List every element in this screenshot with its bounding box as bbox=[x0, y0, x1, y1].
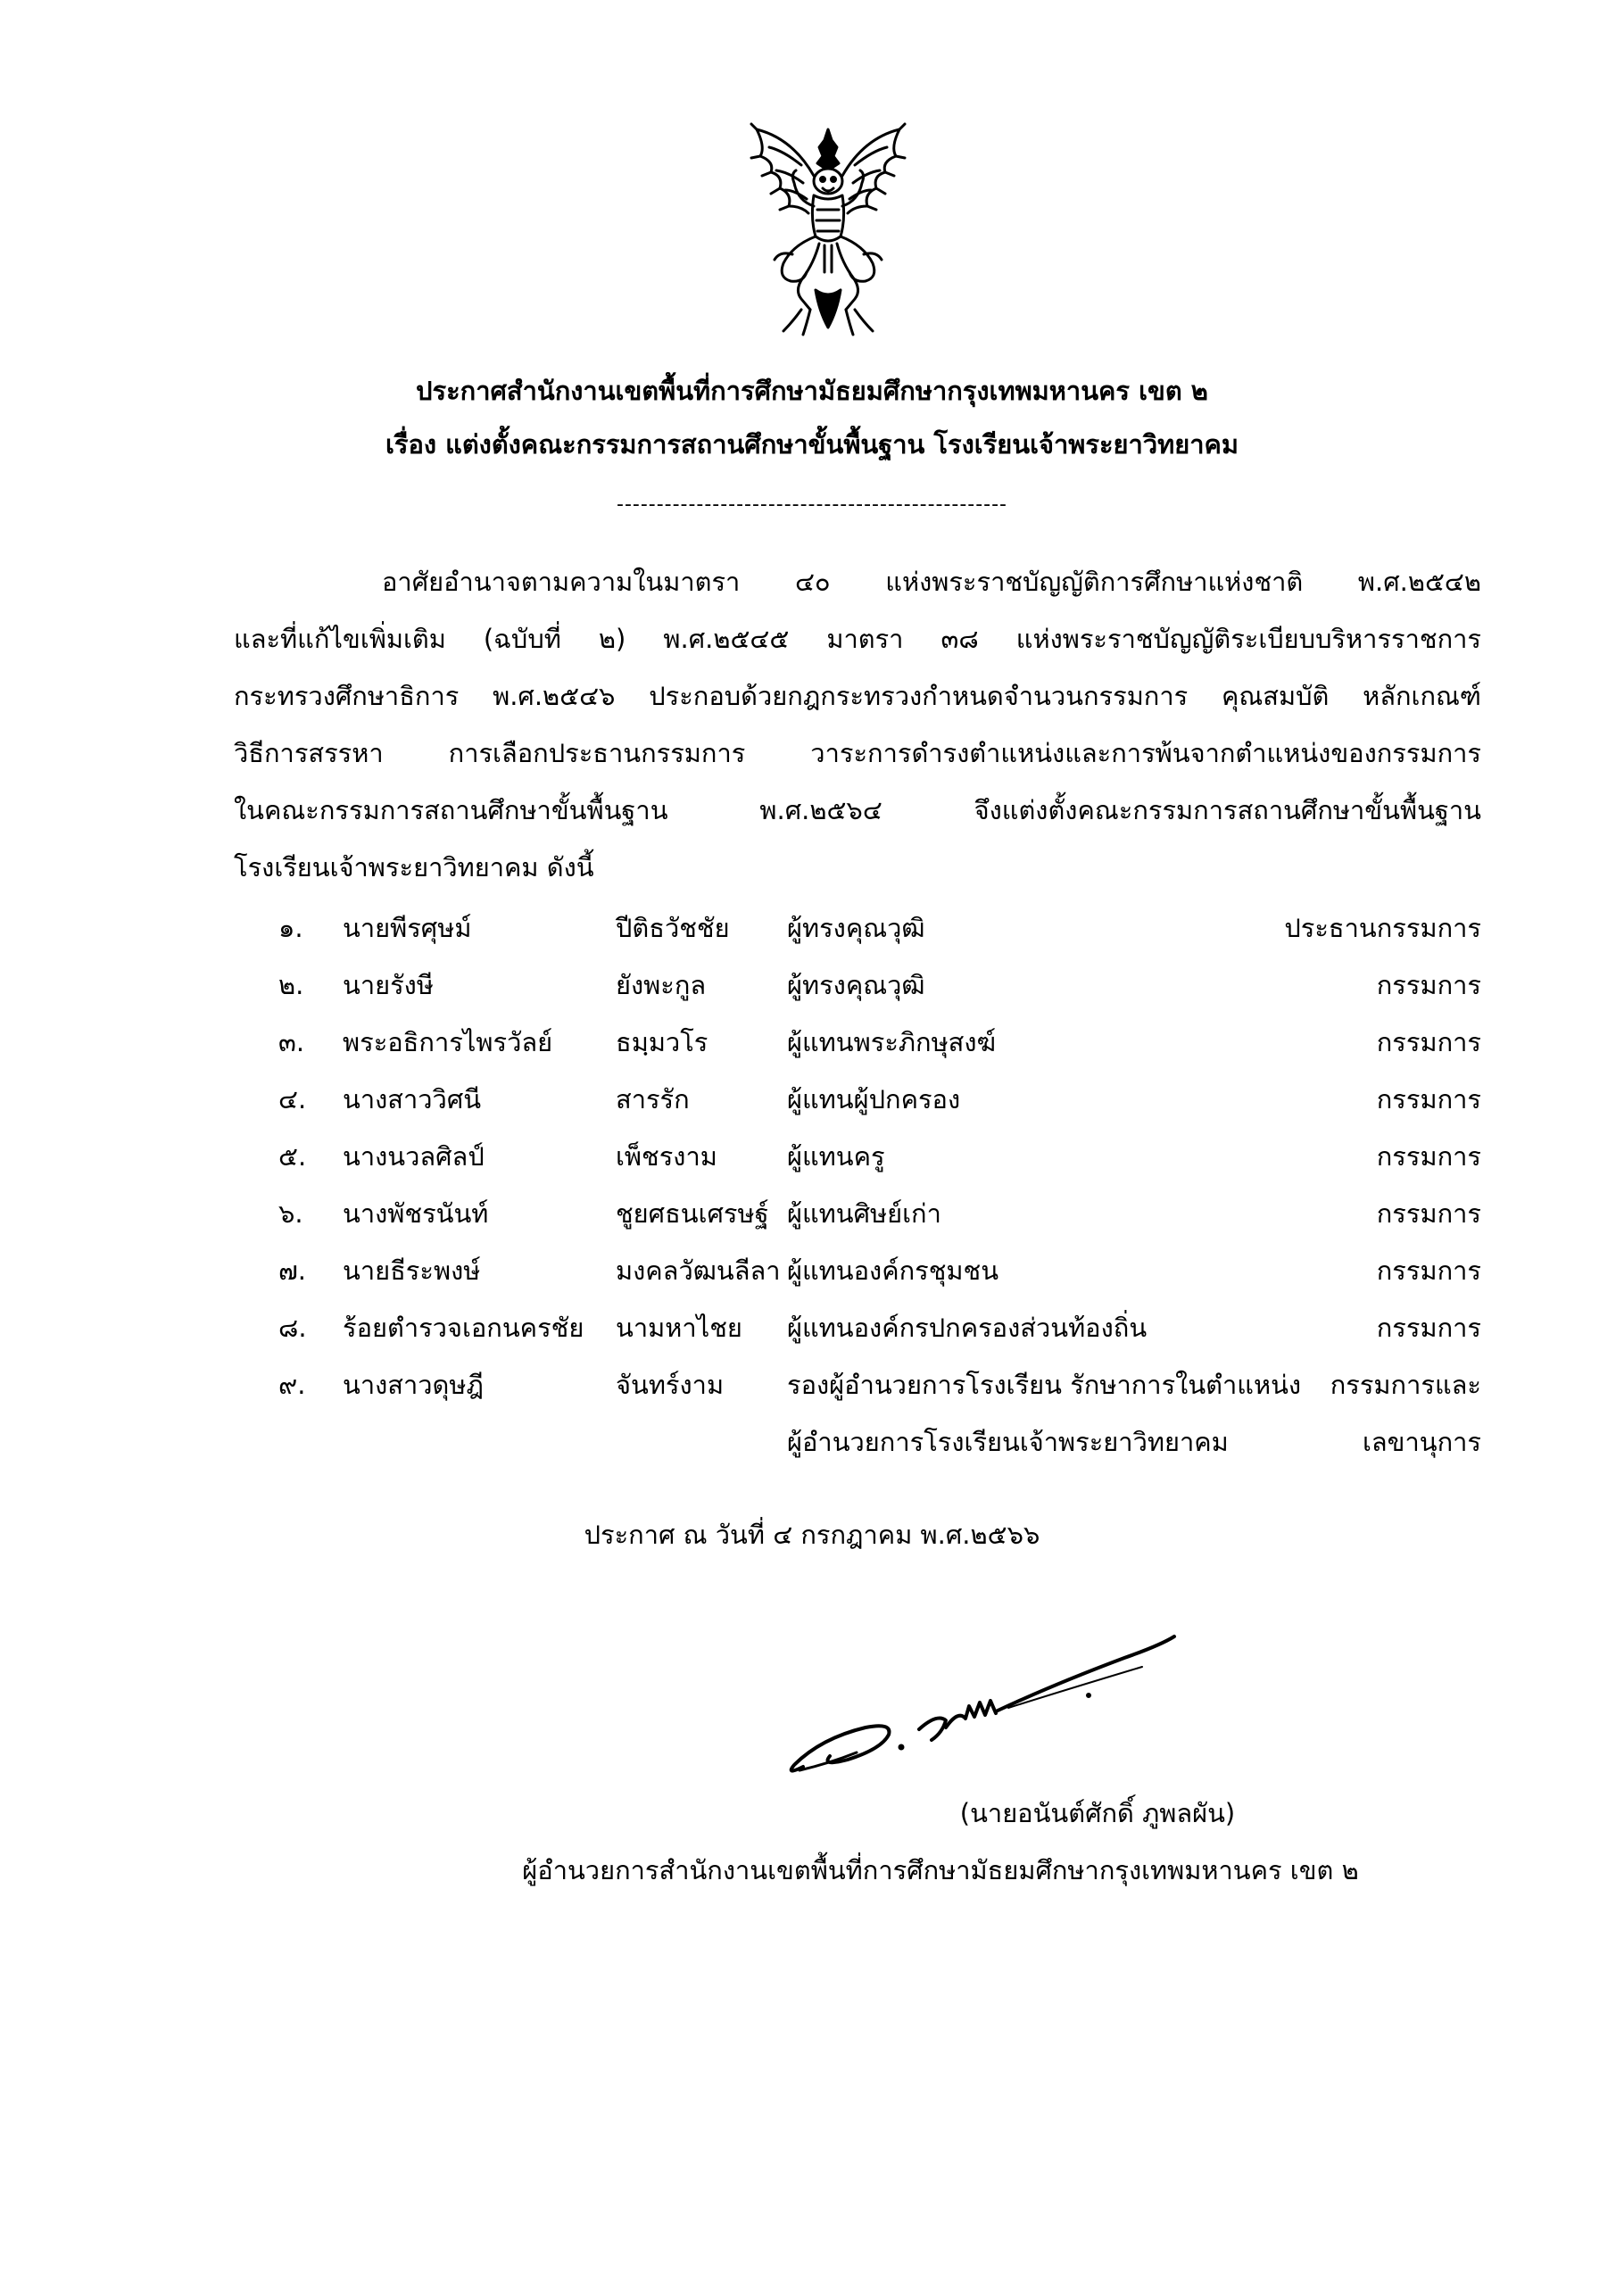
member-first-name: นายรังษี bbox=[343, 970, 434, 1000]
member-first-name: พระอธิการไพรวัลย์ bbox=[343, 1027, 553, 1057]
member-last-name: ชูยศธนเศรษฐ์ bbox=[616, 1198, 769, 1229]
body-line: ในคณะกรรมการสถานศึกษาขั้นพื้นฐาน พ.ศ.๒๕๖๔ จึงแต่งตั้งคณะกรรมการสถานศึกษาขั้นพื้นฐาน bbox=[234, 795, 1481, 825]
committee-member-list bbox=[234, 895, 1481, 1466]
member-row bbox=[234, 1009, 1481, 1066]
member-position: กรรมการ bbox=[1376, 1084, 1481, 1114]
member-last-name: ยังพะกูล bbox=[616, 970, 707, 1000]
member-row bbox=[234, 1238, 1481, 1295]
member-number: ๗. bbox=[278, 1255, 307, 1286]
signer-name: (นายอนันต์ศักดิ์ ภูพลผัน) bbox=[959, 1798, 1236, 1828]
member-number: ๔. bbox=[278, 1084, 307, 1114]
divider-line: ------------------------------------------------- bbox=[617, 493, 1007, 516]
member-row bbox=[234, 1295, 1481, 1352]
member-role-continuation: ผู้อำนวยการโรงเรียนเจ้าพระยาวิทยาคม bbox=[787, 1427, 1229, 1457]
member-row bbox=[234, 1123, 1481, 1181]
member-first-name: นางสาววิศนี bbox=[343, 1084, 482, 1114]
member-position: กรรมการ bbox=[1376, 970, 1481, 1000]
member-last-name: สารรัก bbox=[616, 1084, 690, 1114]
member-role: ผู้ทรงคุณวุฒิ bbox=[787, 970, 925, 1000]
handwritten-signature bbox=[767, 1613, 1187, 1792]
member-position-continuation: เลขานุการ bbox=[1362, 1427, 1481, 1457]
member-row bbox=[234, 1066, 1481, 1123]
member-position: กรรมการ bbox=[1376, 1198, 1481, 1229]
member-position: ประธานกรรมการ bbox=[1284, 913, 1481, 943]
member-first-name: นางนวลศิลป์ bbox=[343, 1141, 485, 1172]
body-line: วิธีการสรรหา การเลือกประธานกรรมการ วาระการดำรงตำแหน่งและการพ้นจากตำแหน่งของกรรมการ bbox=[234, 738, 1481, 768]
body-line: อาศัยอำนาจตามความในมาตรา ๔๐ แห่งพระราชบัญญัติการศึกษาแห่งชาติ พ.ศ.๒๕๔๒ bbox=[382, 567, 1481, 597]
member-last-name: ธมฺมวโร bbox=[616, 1027, 708, 1057]
member-last-name: มงคลวัฒนลีลา bbox=[616, 1255, 781, 1286]
member-first-name: นายธีระพงษ์ bbox=[343, 1255, 481, 1286]
member-role: ผู้ทรงคุณวุฒิ bbox=[787, 913, 925, 943]
member-row bbox=[234, 952, 1481, 1009]
member-role: รองผู้อำนวยการโรงเรียน รักษาการในตำแหน่ง bbox=[787, 1370, 1302, 1400]
signer-title: ผู้อำนวยการสำนักงานเขตพื้นที่การศึกษามัธยมศึกษากรุงเทพมหานคร เขต ๒ bbox=[522, 1855, 1359, 1885]
member-role: ผู้แทนผู้ปกครอง bbox=[787, 1084, 961, 1114]
member-role: ผู้แทนพระภิกษุสงฆ์ bbox=[787, 1027, 997, 1057]
member-row bbox=[234, 1352, 1481, 1409]
member-number: ๖. bbox=[278, 1198, 303, 1229]
announcement-subject-title: เรื่อง แต่งตั้งคณะกรรมการสถานศึกษาขั้นพื้นฐาน โรงเรียนเจ้าพระยาวิทยาคม bbox=[385, 429, 1239, 460]
member-position: กรรมการและ bbox=[1330, 1370, 1481, 1400]
member-last-name: นามหาไชย bbox=[616, 1313, 742, 1343]
member-position: กรรมการ bbox=[1376, 1027, 1481, 1057]
member-position: กรรมการ bbox=[1376, 1313, 1481, 1343]
member-role: ผู้แทนองค์กรปกครองส่วนท้องถิ่น bbox=[787, 1313, 1148, 1343]
member-number: ๓. bbox=[278, 1027, 305, 1057]
announcement-issuer-title: ประกาศสำนักงานเขตพื้นที่การศึกษามัธยมศึกษากรุงเทพมหานคร เขต ๒ bbox=[416, 376, 1208, 406]
member-number: ๘. bbox=[278, 1313, 307, 1343]
member-last-name: จันทร์งาม bbox=[616, 1370, 725, 1400]
member-row-continuation bbox=[234, 1409, 1481, 1466]
member-role: ผู้แทนศิษย์เก่า bbox=[787, 1198, 941, 1229]
member-row bbox=[234, 1181, 1481, 1238]
member-number: ๒. bbox=[278, 970, 304, 1000]
member-number: ๑. bbox=[278, 913, 303, 943]
member-first-name: นางสาวดุษฎี bbox=[343, 1370, 484, 1400]
member-last-name: ปีติธวัชชัย bbox=[616, 913, 730, 943]
member-row bbox=[234, 895, 1481, 952]
body-line: โรงเรียนเจ้าพระยาวิทยาคม ดังนี้ bbox=[234, 852, 594, 882]
member-role: ผู้แทนครู bbox=[787, 1141, 885, 1172]
body-line: กระทรวงศึกษาธิการ พ.ศ.๒๕๔๖ ประกอบด้วยกฎกระทรวงกำหนดจำนวนกรรมการ คุณสมบัติ หลักเกณฑ์ bbox=[234, 681, 1481, 711]
garuda-emblem-icon bbox=[739, 120, 917, 339]
announcement-date: ประกาศ ณ วันที่ ๔ กรกฎาคม พ.ศ.๒๕๖๖ bbox=[584, 1520, 1040, 1550]
member-position: กรรมการ bbox=[1376, 1141, 1481, 1172]
member-role: ผู้แทนองค์กรชุมชน bbox=[787, 1255, 999, 1286]
body-paragraph bbox=[234, 553, 1481, 896]
body-line: และที่แก้ไขเพิ่มเติม (ฉบับที่ ๒) พ.ศ.๒๕๔๕ มาตรา ๓๘ แห่งพระราชบัญญัติระเบียบบริหารราชการ bbox=[234, 624, 1481, 654]
member-last-name: เพ็ชรงาม bbox=[616, 1141, 717, 1172]
member-first-name: ร้อยตำรวจเอกนครชัย bbox=[343, 1313, 584, 1343]
member-number: ๕. bbox=[278, 1141, 307, 1172]
member-number: ๙. bbox=[278, 1370, 306, 1400]
member-first-name: นางพัชรนันท์ bbox=[343, 1198, 489, 1229]
member-position: กรรมการ bbox=[1376, 1255, 1481, 1286]
member-first-name: นายพีรศุษม์ bbox=[343, 913, 472, 943]
